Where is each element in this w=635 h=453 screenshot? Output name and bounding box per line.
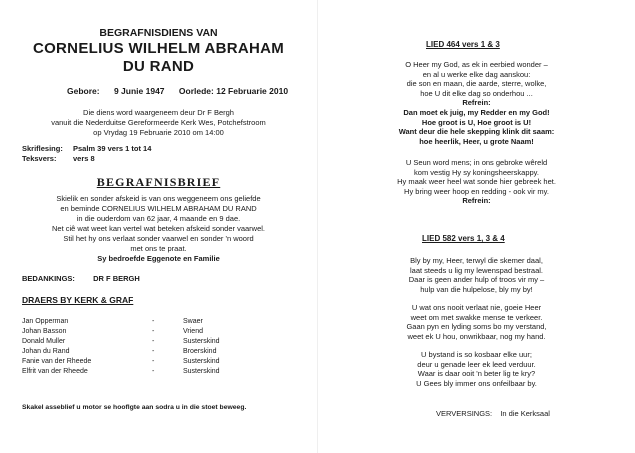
procession-note: Skakel asseblief u motor se hooflgte aan sodra u in die stoet beweeg.: [22, 404, 247, 411]
hymn-line: en al u werke elke dag aanskou:: [422, 69, 531, 79]
bearer-dash: -: [152, 338, 155, 345]
hymn-line: hoe U dit elke dag so onderhou ...: [420, 88, 533, 98]
hymn1-verse1: [318, 60, 635, 146]
died-label: Oorlede:: [178, 86, 214, 96]
bearer-name: Jan Opperman: [22, 318, 69, 325]
letter-heading: BEGRAFNISBRIEF: [96, 175, 221, 189]
hymn-line: U Gees bly immer ons onfeilbaar by.: [416, 378, 537, 388]
refrain-line: Want deur die hele skepping klink dit saam:: [398, 127, 555, 137]
hymn-line: Hy bring weer hoop en redding - ook vir my.: [404, 186, 549, 196]
right-page: [318, 0, 635, 453]
service-line: Die diens word waargeneem deur Dr F Bergh: [83, 108, 234, 117]
hymn2-verse2: [318, 303, 635, 341]
hymn-line: weet om met swakke mense te verkeer.: [410, 312, 543, 322]
bearers-heading: DRAERS BY KERK & GRAF: [22, 295, 134, 305]
bearer-dash: -: [152, 368, 155, 375]
bearer-name: Donald Muller: [22, 338, 66, 345]
hymn-line: die son en maan, die aarde, sterre, wolke,: [406, 79, 547, 89]
left-page: [0, 0, 317, 453]
hymn-line: U wat ons nooit verlaat nie, goeie Heer: [411, 303, 542, 312]
hymn1-verse2: [318, 158, 635, 206]
hymn-line: O Heer my God, as ek in eerbied wonder –: [405, 60, 548, 69]
hymn2-verse3: [318, 350, 635, 388]
bearer-relation: Susterskind: [183, 358, 220, 365]
bearer-dash: -: [152, 348, 155, 355]
thanks-value: DR F BERGH: [93, 274, 140, 283]
hymn-line: Waar is daar ooit 'n beter lig te kry?: [417, 369, 536, 379]
bearer-row: [22, 358, 312, 366]
bearer-row: [22, 368, 312, 376]
hymn2-heading: LIED 582 vers 1, 3 & 4: [422, 234, 505, 243]
scripture-value: Psalm 39 vers 1 tot 14: [73, 144, 152, 153]
hymn-line: hulp van die hulpelose, bly my by!: [420, 284, 533, 294]
refreshments: [436, 409, 550, 418]
service-title: BEGRAFNISDIENS VAN: [99, 27, 218, 39]
letter-line: met ons te praat.: [130, 244, 187, 253]
scripture-label: Skriflesing:: [22, 144, 63, 153]
refrain-label: Refrein:: [462, 196, 491, 206]
hymn-line: U Seun word mens; in ons gebroke wêreld: [405, 158, 548, 167]
hymn2-verse1: [318, 256, 635, 294]
bearer-name: Johan du Rand: [22, 348, 70, 355]
refrain-line: hoe heerlik, Heer, u grote Naam!: [419, 136, 534, 146]
hymn-line: weet ek U hou, onwrikbaar, nog my hand.: [407, 331, 546, 341]
letter-line: in die ouderdom van 62 jaar, 4 maande en 9 dae.: [76, 214, 241, 223]
born-label: Gebore:: [67, 86, 100, 96]
bearer-relation: Vriend: [183, 328, 203, 335]
bearer-name: Johan Basson: [22, 328, 67, 335]
hymn-line: Daar is geen ander hulp of troos vir my –: [408, 275, 545, 285]
refrain-line: Hoe groot is U, Hoe groot is U!: [421, 117, 532, 127]
bearer-relation: Swaer: [183, 318, 203, 325]
bearer-dash: -: [152, 358, 155, 365]
refrain-line: Dan moet ek juig, my Redder en my God!: [403, 107, 550, 117]
hymn-line: Hy maak weer heel wat sonde hier gebreek het.: [397, 177, 556, 187]
bearer-relation: Broerskind: [183, 348, 217, 355]
letter-line: en beminde CORNELIUS WILHELM ABRAHAM DU RAND: [60, 204, 257, 213]
texts-label: Teksvers:: [22, 154, 57, 163]
refreshments-value: In die Kerksaal: [500, 409, 550, 418]
letter-line: Stil het hy ons verlaat sonder vaarwel en sonder 'n woord: [63, 234, 254, 243]
letter-line: Net ciê wat weet kan vertel wat beteken afskeid sonder vaarwel.: [51, 224, 266, 233]
bearer-name: Fanie van der Rheede: [22, 358, 92, 365]
bearer-relation: Susterskind: [183, 338, 220, 345]
bearer-row: [22, 338, 312, 346]
thanks-label: BEDANKINGS:: [22, 274, 75, 283]
deceased-name-line1: CORNELIUS WILHELM ABRAHAM: [32, 40, 285, 57]
bearer-dash: -: [152, 328, 155, 335]
refreshments-label: VERVERSINGS:: [436, 409, 493, 418]
bearer-name: Elfrit van der Rheede: [22, 368, 88, 375]
deceased-name-line2: DU RAND: [122, 58, 195, 75]
died-date: 12 Februarie 2010: [216, 86, 289, 96]
service-line: vanuit die Nederduitse Gereformeerde Kerk Wes, Potchefstroom: [51, 118, 266, 127]
hymn-line: laat steeds u lig my lewenspad bestraal.: [410, 265, 543, 275]
hymn-line: Bly by my, Heer, terwyl die skemer daal,: [410, 256, 543, 265]
service-line: op Vrydag 19 Februarie 2010 om 14:00: [93, 128, 224, 137]
letter-line: Skielik en sonder afskeid is van ons weggeneem ons geliefde: [56, 194, 261, 203]
bearer-row: [22, 328, 312, 336]
bearer-dash: -: [152, 318, 155, 325]
hymn1-heading: LIED 464 vers 1 & 3: [426, 40, 500, 49]
refrain-label: Refrein:: [462, 98, 491, 108]
bearer-row: [22, 318, 312, 326]
bearer-relation: Susterskind: [183, 368, 220, 375]
letter-signoff: Sy bedroefde Eggenote en Familie: [97, 254, 220, 263]
thanks: [22, 274, 140, 283]
life-dates: [67, 86, 288, 96]
hymn-line: deur u genade leer ek leed verduur.: [417, 359, 536, 369]
born-date: 9 Junie 1947: [113, 86, 165, 96]
hymn-line: kom vestig Hy sy koningsheerskappy.: [414, 167, 539, 177]
bearer-row: [22, 348, 312, 356]
hymn-line: Gaan pyn en lyding soms bo my verstand,: [406, 322, 547, 332]
texts-value: vers 8: [73, 154, 95, 163]
hymn-line: U bystand is so kosbaar elke uur;: [421, 350, 532, 359]
